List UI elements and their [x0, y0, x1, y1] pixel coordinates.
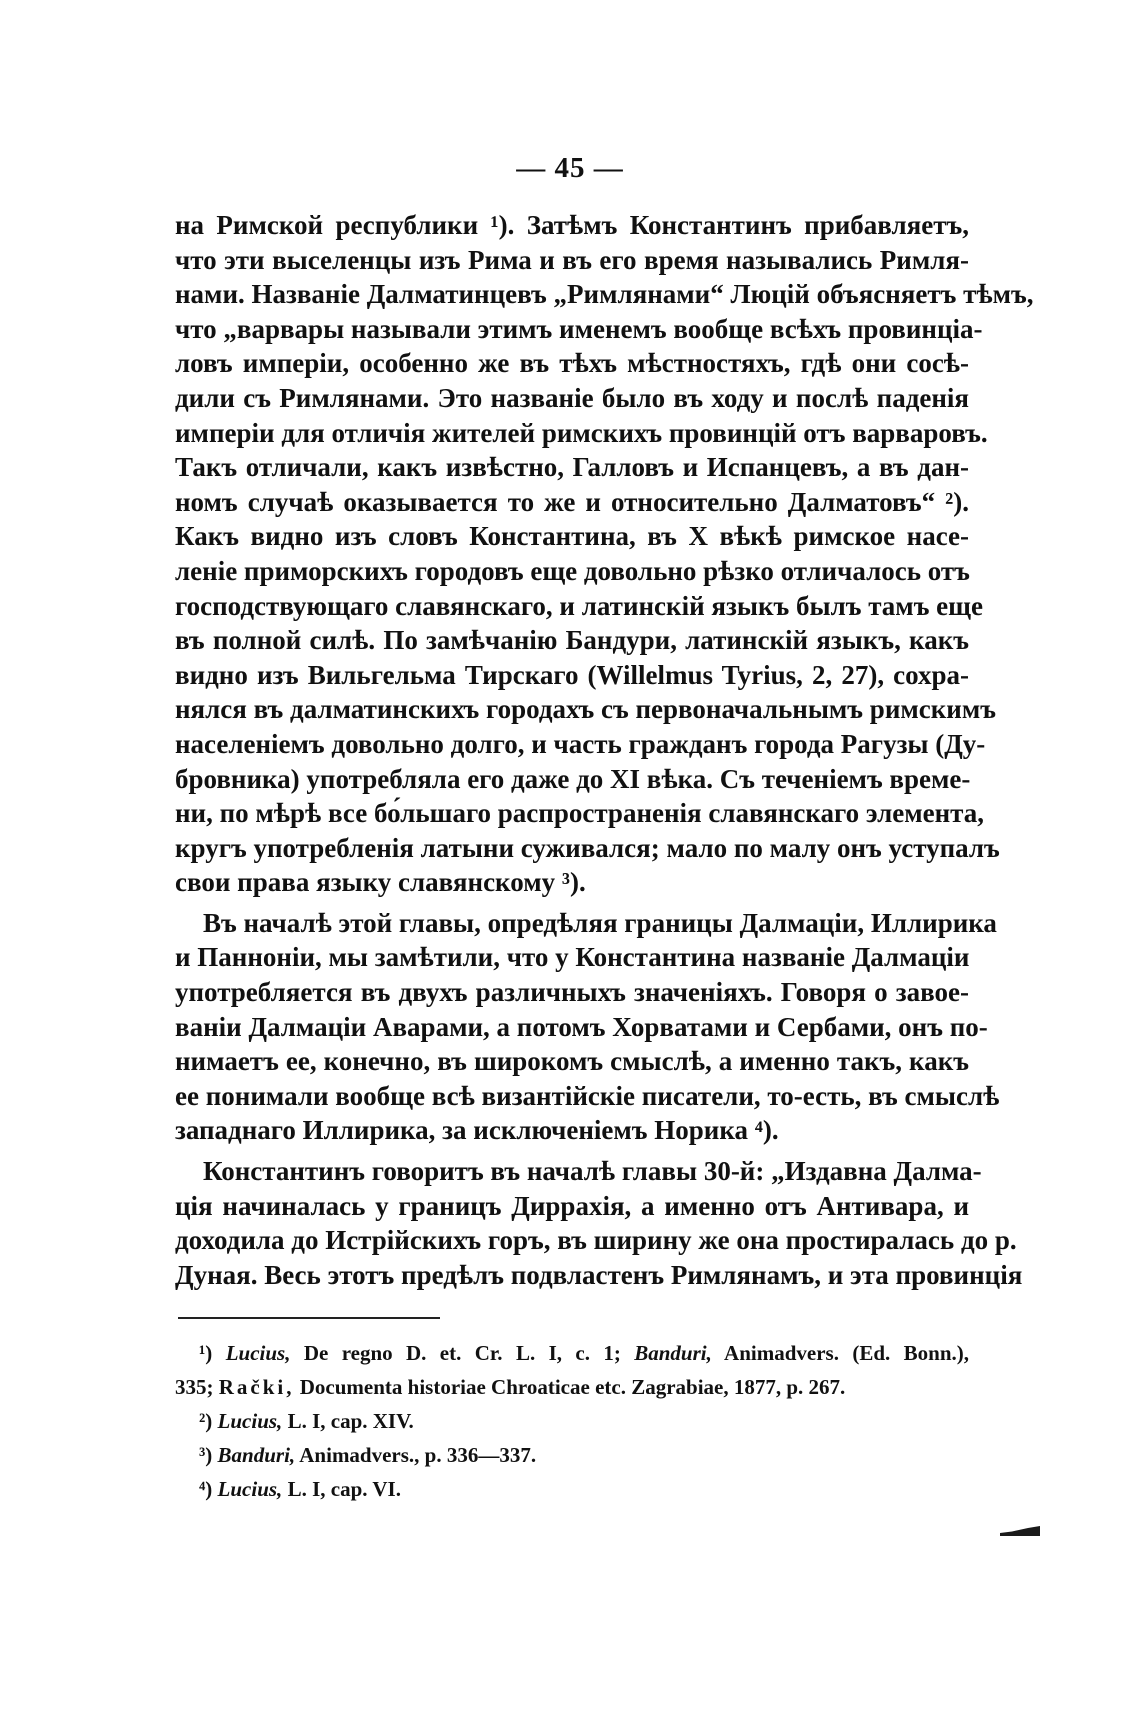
footnote-text: Documenta historiae Chroaticae etc. Zagrabiae, 1877, p. 267.	[294, 1375, 846, 1399]
text-line: Дуная. Весь этотъ предѣлъ подвластенъ Римлянамъ, и эта провинція	[175, 1259, 1023, 1290]
text-line: леніе приморскихъ городовъ еще довольно рѣзко отличалось отъ	[175, 555, 970, 586]
text-line: свои права языку славянскому ³).	[175, 867, 586, 898]
text-line: что эти выселенцы изъ Рима и въ его время назывались Римля-	[175, 244, 969, 275]
footnote-2	[175, 1404, 969, 1438]
text-line: дили съ Римлянами. Это названіе было въ ходу и послѣ паденія	[175, 382, 969, 413]
footnote-author: Rački,	[218, 1375, 295, 1399]
text-line: Въ началѣ этой главы, опредѣляя границы Далмаціи, Иллирика	[203, 907, 997, 938]
footnote-1-continued	[175, 1370, 969, 1404]
text-line: доходила до Истрійскихъ горъ, въ ширину же она простиралась до р.	[175, 1225, 1017, 1256]
footnote-mark: ³)	[199, 1443, 213, 1467]
text-line: господствующаго славянскаго, и латинскій языкъ былъ тамъ еще	[175, 590, 983, 621]
text-line: ція начиналась у границъ Диррахія, а именно отъ Антивара, и	[175, 1190, 969, 1221]
text-line: что „варвары называли этимъ именемъ вообще всѣхъ провинціа-	[175, 313, 983, 344]
text-line: ни, по мѣрѣ все бо́льшаго распространенія славянскаго элемента,	[175, 798, 984, 829]
text-line: ловъ имперіи, особенно же въ тѣхъ мѣстностяхъ, гдѣ они сосѣ-	[175, 348, 969, 379]
footnote-author: Lucius,	[217, 1409, 283, 1433]
text-line: западнаго Иллирика, за исключеніемъ Норика ⁴).	[175, 1115, 779, 1146]
footnote-mark: ²)	[199, 1409, 213, 1433]
footnote-author: Lucius,	[225, 1341, 291, 1365]
main-text	[175, 208, 1034, 1292]
text-line: ваніи Далмаціи Аварами, а потомъ Хорватами и Сербами, онъ по-	[175, 1011, 988, 1042]
footnote-text: De regno D. et. Cr. L. I, c. 1;	[290, 1341, 635, 1365]
footnote-text: Animadvers., p. 336—337.	[295, 1443, 537, 1467]
footnote-author: Banduri,	[217, 1443, 296, 1467]
text-line: и Панноніи, мы замѣтили, что у Константина названіе Далмаціи	[175, 942, 970, 973]
text-line: имперіи для отличія жителей римскихъ провинцій отъ варваровъ.	[175, 417, 988, 448]
ink-smudge	[1000, 1526, 1040, 1536]
text-line: Константинъ говоритъ въ началѣ главы 30-й: „Издавна Далма-	[203, 1156, 982, 1187]
text-line: ее понимали вообще всѣ византійскіе писатели, то-есть, въ смыслѣ	[175, 1080, 1000, 1111]
footnote-text: L. I, cap. VI.	[282, 1477, 401, 1501]
footnote-text: Animadvers. (Ed. Bonn.),	[711, 1341, 970, 1365]
footnotes	[175, 1336, 969, 1506]
text-line: населеніемъ довольно долго, и часть гражданъ города Рагузы (Ду-	[175, 728, 986, 759]
text-line: на Римской республики ¹). Затѣмъ Константинъ прибавляетъ,	[175, 210, 969, 240]
page-number: — 45 —	[516, 152, 624, 184]
footnote-separator	[178, 1317, 440, 1319]
footnote-author: Lucius,	[217, 1477, 283, 1501]
text-line: номъ случаѣ оказывается то же и относительно Далматовъ“ ²).	[175, 486, 969, 517]
text-line: нялся въ далматинскихъ городахъ съ первоначальнымъ римскимъ	[175, 694, 996, 725]
footnote-mark: ⁴)	[199, 1477, 213, 1501]
footnote-text: 335;	[175, 1375, 219, 1399]
text-line: въ полной силѣ. По замѣчанію Бандури, латинскій языкъ, какъ	[175, 625, 969, 656]
text-line: употребляется въ двухъ различныхъ значеніяхъ. Говоря о завое-	[175, 977, 969, 1008]
text-line: кругъ употребленія латыни суживался; мало по малу онъ уступалъ	[175, 832, 1000, 863]
footnote-mark: ¹)	[199, 1341, 213, 1365]
text-line: Такъ отличали, какъ извѣстно, Галловъ и Испанцевъ, а въ дан-	[175, 452, 969, 483]
footnote-text: L. I, cap. XIV.	[282, 1409, 414, 1433]
text-line: бровника) употребляла его даже до XI вѣка. Съ теченіемъ време-	[175, 763, 971, 794]
text-line: Какъ видно изъ словъ Константина, въ X вѣкѣ римское насе-	[175, 521, 969, 552]
footnote-1	[175, 1336, 969, 1370]
text-line: нами. Названіе Далматинцевъ „Римлянами“ Люцій объясняетъ тѣмъ,	[175, 279, 1034, 310]
footnote-3	[175, 1438, 969, 1472]
footnote-4	[175, 1472, 969, 1506]
text-line: видно изъ Вильгельма Тирскаго (Willelmus Tyrius, 2, 27), сохра-	[175, 659, 969, 690]
footnote-author: Banduri,	[634, 1341, 712, 1365]
text-line: нимаетъ ее, конечно, въ широкомъ смыслѣ, а именно такъ, какъ	[175, 1046, 969, 1077]
